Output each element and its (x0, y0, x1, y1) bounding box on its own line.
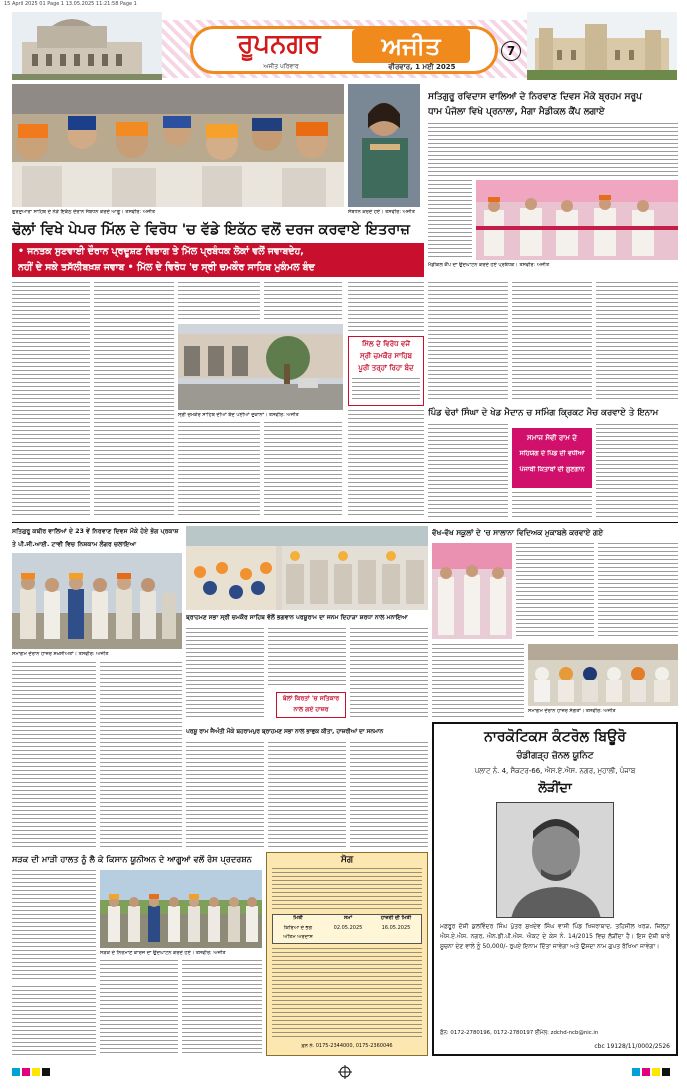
ncb-ad-body: ਮਫ਼ਰੂਰ ਦੋਸ਼ੀ ਕੁਲਵਿੰਦਰ ਸਿੰਘ ਪੁੱਤਰ ਸੁਖਦੇਵ ਸਿੰਘ ਵਾਸੀ ਪਿੰਡ ਖਿਜ਼ਰਾਬਾਦ, ਤਹਿਸੀਲ ਖਰੜ, ਜ਼ਿਲ੍ਹਾ ਐਸ.ਏ.ਐਸ. ਨਗਰ, ਐਨ.ਡੀ.ਪੀ.ਐਸ. ਐਕਟ ਦੇ ਕੇਸ ਨੰ. 14/2015 ਵਿਚ ਲੋੜੀਂਦਾ ਹੈ। ਇਸ ਦੋਸ਼ੀ ਬਾਰੇ ਸੂਚਨਾ ਦੇਣ ਵਾਲੇ ਨੂੰ 50,000/- ਰੁਪਏ ਇਨਾਮ ਦਿੱਤਾ ਜਾਵੇਗਾ ਅਤੇ ਉਸਦਾ ਨਾਮ ਗੁਪਤ ਰੱਖਿਆ ਜਾਵੇਗਾ। (440, 923, 670, 950)
ncb-ad-address: ਪਲਾਟ ਨੰ. 4, ਸੈਕਟਰ-66, ਐਸ.ਏ.ਐਸ. ਨਗਰ, ਮੁਹਾਲੀ, ਪੰਜਾਬ (474, 767, 636, 775)
headline-trust: ਬ੍ਰਾਹਮਣ ਸਭਾ ਸ੍ਰੀ ਚਮਕੌਰ ਸਾਹਿਬ ਵੱਲੋਂ ਭਗਵਾਨ ਪਰਸ਼ੂਰਾਮ ਦਾ ਜਨਮ ਦਿਹਾੜਾ ਸ਼ਰਧਾ ਨਾਲ ਮਨਾਇਆ (186, 614, 408, 621)
caption-gathering: ਸਮਾਗਮ ਦੌਰਾਨ ਹਾਜ਼ਰ ਸ਼ਖ਼ਸੀਅਤਾਂ। ਤਸਵੀਰ: ਅਜੀਤ (12, 651, 109, 657)
ncb-ad-title: ਨਾਰਕੋਟਿਕਸ ਕੰਟਰੋਲ ਬਿਊਰੋ (484, 729, 626, 745)
right-body-col3 (596, 282, 678, 402)
notice-footer: ਫ਼ੋਨ ਨੰ. 0175-2344000, 0175-2360046 (301, 1043, 393, 1049)
mid-right-body-3 (432, 644, 524, 720)
notice-table-row1-2: 16.05.2025 (381, 925, 411, 931)
lower-left-col2 (100, 662, 182, 848)
trust-body-col1 (186, 628, 264, 718)
headline-mid-left-1: ਸਤਿਗੁਰੂ ਕਬੀਰ ਵਾਲਿਆਂ ਦੇ 23 ਵੇਂ ਨਿਰਵਾਣ ਦਿਵਸ ਮੌਕੇ ਹੋਏ ਭੋਗ ਪ੍ਰਕਾਸ਼ (12, 528, 179, 535)
lead-body-col5 (348, 282, 424, 332)
inset-line-2: ਸ੍ਰੀ ਚਮਕੌਰ ਸਾਹਿਬ (359, 352, 412, 360)
masthead (12, 12, 677, 80)
photo-medical-camp (476, 180, 678, 260)
photo-prayer-hall (186, 526, 428, 610)
notice-title: ਸੋਗ (340, 855, 354, 865)
inset-pink-line-3: ਪੰਜਾਬੀ ਕਿਤਾਬਾਂ ਦੀ ਗੁਣਗਾਨ (519, 466, 585, 473)
ncb-ad-wanted: ਲੋੜੀਂਦਾ (538, 781, 572, 796)
rule-mid (12, 522, 678, 523)
headline-mid-right: ਵੱਖ-ਵੱਖ ਸਕੂਲਾਂ ਦੇ 'ਚ ਸਾਲਾਨਾ ਵਿਦਿਅਕ ਮੁਕਾਬਲੇ ਕਰਵਾਏ ਗਏ (432, 528, 603, 537)
right-body-col2 (512, 282, 592, 402)
masthead-date: ਵੀਰਵਾਰ, 1 ਮਈ 2025 (388, 63, 456, 71)
photo-prayer (528, 644, 678, 706)
notice-table-row1-0: ਕਿਰਿਆ ਦੇ ਭੋਗ (283, 925, 313, 931)
ncb-ad-contacts: ਫ਼ੋਨ: 0172-2780196, 0172-2780197 ਈਮੇਲ: zdchd-ncb@nic.in (440, 1030, 599, 1036)
masthead-fort-right (527, 12, 677, 80)
city-title: ਰੂਪਨਗਰ (237, 29, 321, 59)
notice-table-header-0: ਮਿਤੀ (293, 915, 303, 921)
inset-small-line-2: ਨਾਲ ਗਏ ਹਾਜ਼ਰ (293, 706, 329, 713)
print-line: 15 April 2025 01 Page 1 13.05.2025 11:21:58 Page 1 (4, 1, 137, 7)
lead-body-col2 (94, 282, 174, 518)
body-text-top-right-2 (428, 180, 472, 258)
masthead-building-left (12, 12, 162, 80)
registration-bar (12, 1064, 678, 1078)
page-number: 7 (501, 41, 521, 61)
inset-body (352, 378, 420, 402)
lead-body-col4b (264, 422, 342, 518)
inset-pink-line-2: ਸਹਿਯੋਗ ਦੇ ਪਿੰਡ ਦੀ ਵਧੀਆ (519, 450, 585, 457)
inset-line-3: ਪੂਰੀ ਤਰ੍ਹਾਂ ਰਿਹਾ ਬੰਦ (358, 364, 414, 372)
photo-gathering (12, 553, 182, 649)
photo-road-inauguration (100, 870, 262, 948)
body-text-top-right (428, 123, 678, 178)
cricket-body-col1 (428, 424, 508, 520)
caption-medical: ਮੈਡੀਕਲ ਕੈਂਪ ਦਾ ਉਦਘਾਟਨ ਕਰਦੇ ਹੋਏ ਪ੍ਰਬੰਧਕ। ਤਸਵੀਰ: ਅਜੀਤ (428, 262, 550, 268)
notice-body-2 (272, 948, 422, 1040)
lead-subline-2: ਨਹੀਂ ਦੇ ਸਕੇ ਤਸੱਲੀਬਖ਼ਸ਼ ਜਵਾਬ • ਮਿੱਲ ਦੇ ਵਿਰੋਧ 'ਚ ਸ੍ਰੀ ਚਮਕੌਰ ਸਾਹਿਬ ਮੁਕੰਮਲ ਬੰਦ (18, 262, 315, 273)
trust-body-col5 (268, 742, 346, 850)
masthead-tagline: ਅਜੀਤ ਪਰਿਵਾਰ (263, 63, 299, 70)
ncb-wanted-photo (496, 802, 614, 918)
caption-speaker-photo: ਸੰਬੋਧਨ ਕਰਦੇ ਹੋਏ। ਤਸਵੀਰ: ਅਜੀਤ (348, 209, 415, 215)
road-body-col2 (100, 960, 178, 1056)
lead-body-col4 (264, 282, 342, 322)
photo-school (432, 543, 512, 639)
photo-crowd (12, 84, 344, 207)
photo-street-closed (178, 324, 343, 410)
headline-top-right-1: ਸਤਿਗੁਰੂ ਰਵਿਦਾਸ ਵਾਲਿਆਂ ਦੇ ਨਿਰਵਾਣ ਦਿਵਸ ਮੌਕੇ ਬ੍ਰਹਮ ਸਰੂਪ (428, 92, 642, 102)
lead-body-col1 (12, 282, 90, 518)
notice-table-row2-0: ਅੰਤਿਮ ਅਰਦਾਸ (283, 934, 313, 940)
lead-headline: ਢੋਲਾਂ ਵਿਖੇ ਪੇਪਰ ਮਿੱਲ ਦੇ ਵਿਰੋਧ 'ਚ ਵੱਡੇ ਇਕੱਠ ਵਲੋਂ ਦਰਜ ਕਰਵਾਏ ਇਤਰਾਜ਼ (12, 222, 410, 238)
ncb-ad-subtitle: ਚੰਡੀਗੜ੍ਹ ਜ਼ੋਨਲ ਯੂਨਿਟ (516, 751, 594, 761)
road-body-col1 (12, 870, 96, 982)
paper-title: ਅਜੀਤ (381, 32, 441, 60)
cricket-body-col2 (512, 492, 592, 520)
right-body-col1 (428, 282, 508, 402)
inset-pink-line-1: ਸਮਾਜ ਸੇਵੀ ਰਾਮ ਦੇ (527, 434, 577, 442)
headline-cricket: ਪਿੰਡ ਢੇਰਾਂ ਸਿੰਘਾ ਦੇ ਖੇਡ ਮੈਦਾਨ ਚ ਸਮਿੰਗ ਕ੍ਰਿਕਟ ਮੈਚ ਕਰਵਾਏ ਤੇ ਇਨਾਮ (428, 408, 659, 418)
cricket-body-col3 (596, 424, 678, 520)
notice-table-header-2: ਹਾਜ਼ਰੀ ਦੀ ਮਿਤੀ (380, 915, 412, 921)
mid-right-body-1 (516, 543, 594, 639)
caption-street: ਸ੍ਰੀ ਚਮਕੌਰ ਸਾਹਿਬ ਦੀਆਂ ਬੰਦ ਪਈਆਂ ਦੁਕਾਨਾਂ। ਤਸਵੀਰ: ਅਜੀਤ (178, 412, 299, 418)
lead-body-col3b (178, 422, 260, 518)
lead-body-col3 (178, 282, 260, 322)
photo-speaker (348, 84, 420, 207)
notice-body (272, 868, 422, 910)
lead-subline-1: • ਜਨਤਕ ਸੁਣਵਾਈ ਦੌਰਾਨ ਪ੍ਰਦੂਸ਼ਣ ਵਿਭਾਗ ਤੇ ਮਿੱਲ ਪ੍ਰਬੰਧਕ ਲੋਕਾਂ ਵਲੋਂ ਜਵਾਬਦੇਹ, (18, 246, 304, 257)
inset-line-1: ਮਿੱਲ ਦੇ ਵਿਰੋਧ ਵਜੋਂ (362, 340, 410, 348)
road-body-col1b (12, 986, 96, 1056)
caption-crowd-photo: ਗੁਰਦੁਆਰਾ ਸਾਹਿਬ ਦੇ ਨੇੜੇ ਇਕੱਠ ਦੌਰਾਨ ਸੰਬੋਧਨ ਕਰਦੇ ਆਗੂ। ਤਸਵੀਰ: ਅਜੀਤ (12, 209, 156, 215)
inset-small-line-1: ਬੋਲਾਂ ਕਿਰਤਾਂ 'ਚ ਸਤਿਕਾਰ (282, 695, 340, 702)
trust-body-col2 (268, 628, 346, 688)
trust-body-col6 (350, 742, 428, 850)
notice-table-row1-1: 02.05.2025 (333, 925, 363, 931)
lower-left-col1 (12, 662, 96, 848)
trust-body-col4 (186, 742, 264, 850)
headline-top-right-2: ਧਾਮ ਪੰਜੋਲਾ ਵਿਖੇ ਪ੍ਰਨਾਲਾ, ਮੈਗਾ ਮੈਡੀਕਲ ਕੈਂਪ ਲਗਾਏ (428, 107, 605, 117)
headline-mid-left-2: ਤੇ ਪੀ.ਜੀ.ਆਈ. ਟਾਵੀ ਵਿਚ ਨਿਸ਼ਕਾਮ ਲੰਗਰ ਚਲਾਇਆ (12, 541, 137, 548)
road-body-col3 (182, 960, 262, 1056)
headline-road: ਸੜਕ ਦੀ ਮਾੜੀ ਹਾਲਤ ਨੂੰ ਲੈ ਕੇ ਕਿਸਾਨ ਯੂਨੀਅਨ ਦੇ ਆਗੂਆਂ ਵਲੋਂ ਰੋਸ ਪ੍ਰਦਰਸ਼ਨ (12, 854, 252, 864)
ncb-ad-ref: cbc 19128/11/0002/2526 (594, 1043, 670, 1050)
caption-prayer: ਸਮਾਗਮ ਦੌਰਾਨ ਹਾਜ਼ਰ ਸੰਗਤਾਂ। ਤਸਵੀਰ: ਅਜੀਤ (528, 708, 616, 714)
lead-body-col5b (348, 410, 424, 518)
notice-table-header-1: ਸਮਾਂ (343, 915, 353, 921)
trust-body-col3 (350, 628, 428, 718)
mid-right-body-2 (598, 543, 678, 639)
trust-subheadline: ਪਰਸ਼ੂ ਰਾਮ ਜੈਅੰਤੀ ਮੌਕੇ ਬਹਰਾਮਪੁਰ ਬ੍ਰਾਹਮਣ ਸਭਾ ਨਾਲ ਭਾਵੁਕ ਕੀਤਾ, ਹਾਜ਼ਰੀਆਂ ਦਾ ਸਨਮਾਨ (186, 729, 384, 735)
caption-road: ਸੜਕ ਦੇ ਨਿਰਮਾਣ ਕਾਰਜ ਦਾ ਉਦਘਾਟਨ ਕਰਦੇ ਹੋਏ। ਤਸਵੀਰ: ਅਜੀਤ (100, 950, 226, 956)
